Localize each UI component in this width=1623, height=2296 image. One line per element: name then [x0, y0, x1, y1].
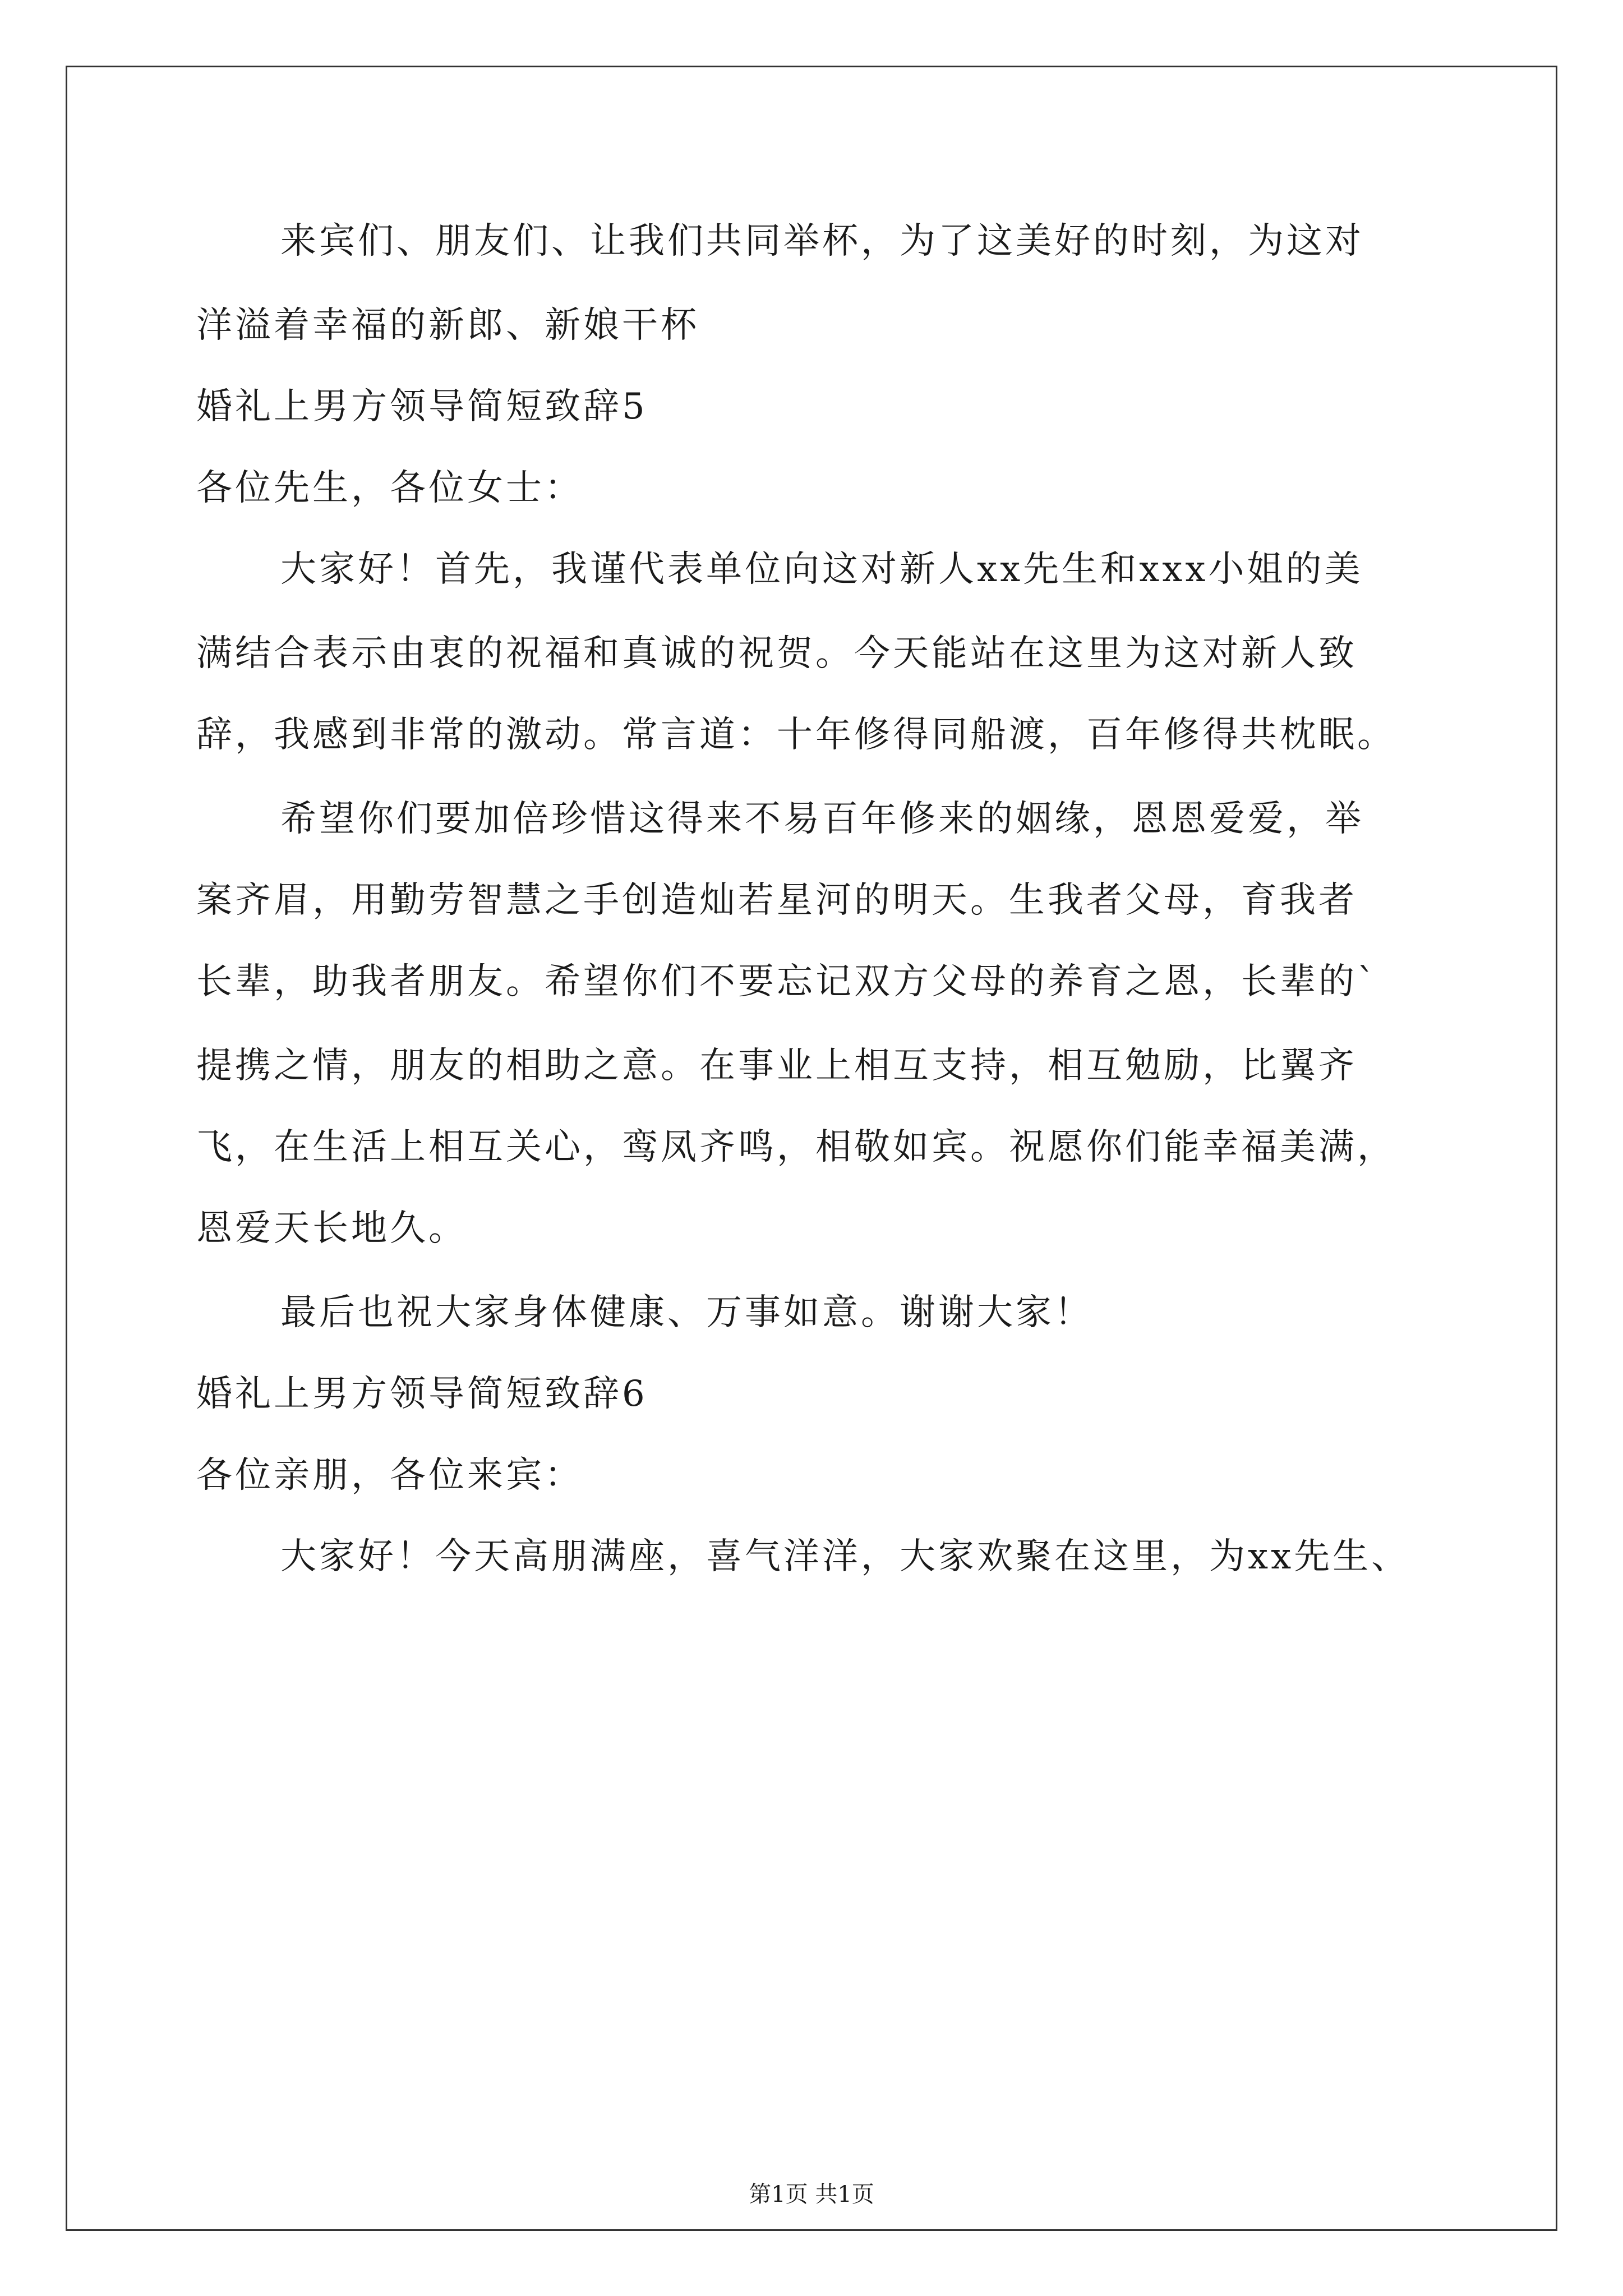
- page-number-footer: 第1页 共1页: [749, 2182, 874, 2207]
- paragraph-line: 希望你们要加倍珍惜这得来不易百年修来的姻缘，恩恩爱爱，举: [280, 798, 1364, 840]
- paragraph-line: 最后也祝大家身体健康、万事如意。谢谢大家！: [280, 1292, 1093, 1333]
- salutation: 各位先生，各位女士：: [196, 467, 583, 509]
- paragraph-line: 案齐眉，用勤劳智慧之手创造灿若星河的明天。生我者父母，育我者: [196, 880, 1357, 921]
- paragraph-line: 大家好！首先，我谨代表单位向这对新人xx先生和xxx小姐的美: [280, 549, 1363, 590]
- salutation: 各位亲朋，各位来宾：: [196, 1455, 583, 1496]
- paragraph-line: 来宾们、朋友们、让我们共同举杯，为了这美好的时刻，为这对: [280, 220, 1364, 262]
- paragraph-line: 提携之情，朋友的相助之意。在事业上相互支持，相互勉励，比翼齐: [196, 1045, 1357, 1087]
- paragraph-line: 洋溢着幸福的新郎、新娘干杯: [196, 305, 699, 346]
- section-heading: 婚礼上男方领导简短致辞6: [196, 1373, 648, 1415]
- paragraph-line: 飞，在生活上相互关心，鸾凤齐鸣，相敬如宾。祝愿你们能幸福美满，: [196, 1126, 1396, 1168]
- paragraph-line: 长辈，助我者朋友。希望你们不要忘记双方父母的养育之恩，长辈的`: [196, 961, 1378, 1002]
- paragraph-line: 大家好！今天高朋满座，喜气洋洋，大家欢聚在这里，为xx先生、: [280, 1536, 1410, 1577]
- paragraph-line: 恩爱天长地久。: [196, 1208, 467, 1249]
- paragraph-line: 满结合表示由衷的祝福和真诚的祝贺。今天能站在这里为这对新人致: [196, 633, 1357, 674]
- paragraph-line: 辞，我感到非常的激动。常言道：十年修得同船渡，百年修得共枕眠。: [196, 714, 1396, 756]
- section-heading: 婚礼上男方领导简短致辞5: [196, 386, 648, 427]
